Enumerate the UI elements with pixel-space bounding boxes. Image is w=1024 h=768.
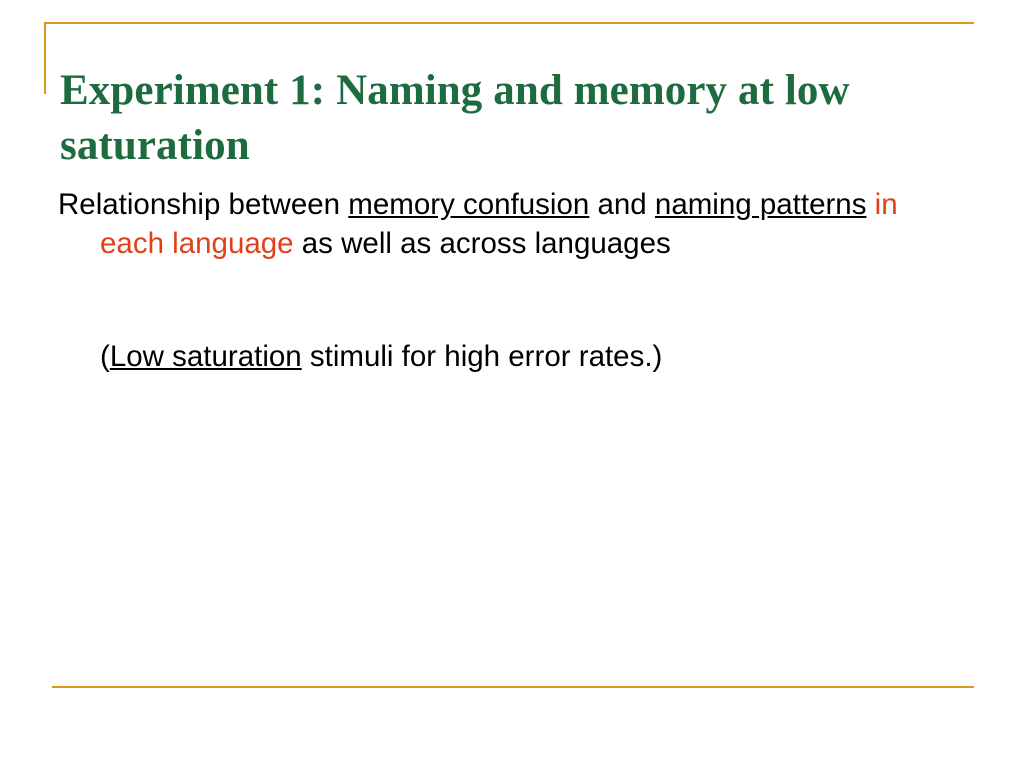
bottom-rule-divider	[52, 686, 974, 688]
left-rule-divider	[44, 22, 46, 94]
body-paragraph-1	[58, 186, 958, 264]
paragraph-1-text-2: and	[589, 188, 655, 221]
paragraph-1-underline-naming-patterns: naming patterns	[654, 188, 867, 221]
paragraph-2-underline-low-saturation: Low saturation	[109, 339, 302, 373]
paragraph-1-text-3: as well as across languages	[293, 226, 671, 260]
paragraph-2-text-2: stimuli for high error rates.)	[301, 339, 663, 373]
slide-body	[58, 186, 958, 389]
slide-title: Experiment 1: Naming and memory at low saturation	[60, 66, 850, 169]
paragraph-1-text-1: Relationship between	[58, 188, 349, 221]
body-spacer	[58, 276, 958, 338]
top-rule-divider	[44, 22, 974, 24]
paragraph-1-accent-in-each-language: in each language	[100, 188, 898, 260]
body-paragraph-2	[58, 338, 958, 377]
paragraph-1-underline-memory-confusion: memory confusion	[348, 188, 590, 221]
paragraph-2-text-1: (	[100, 339, 110, 373]
